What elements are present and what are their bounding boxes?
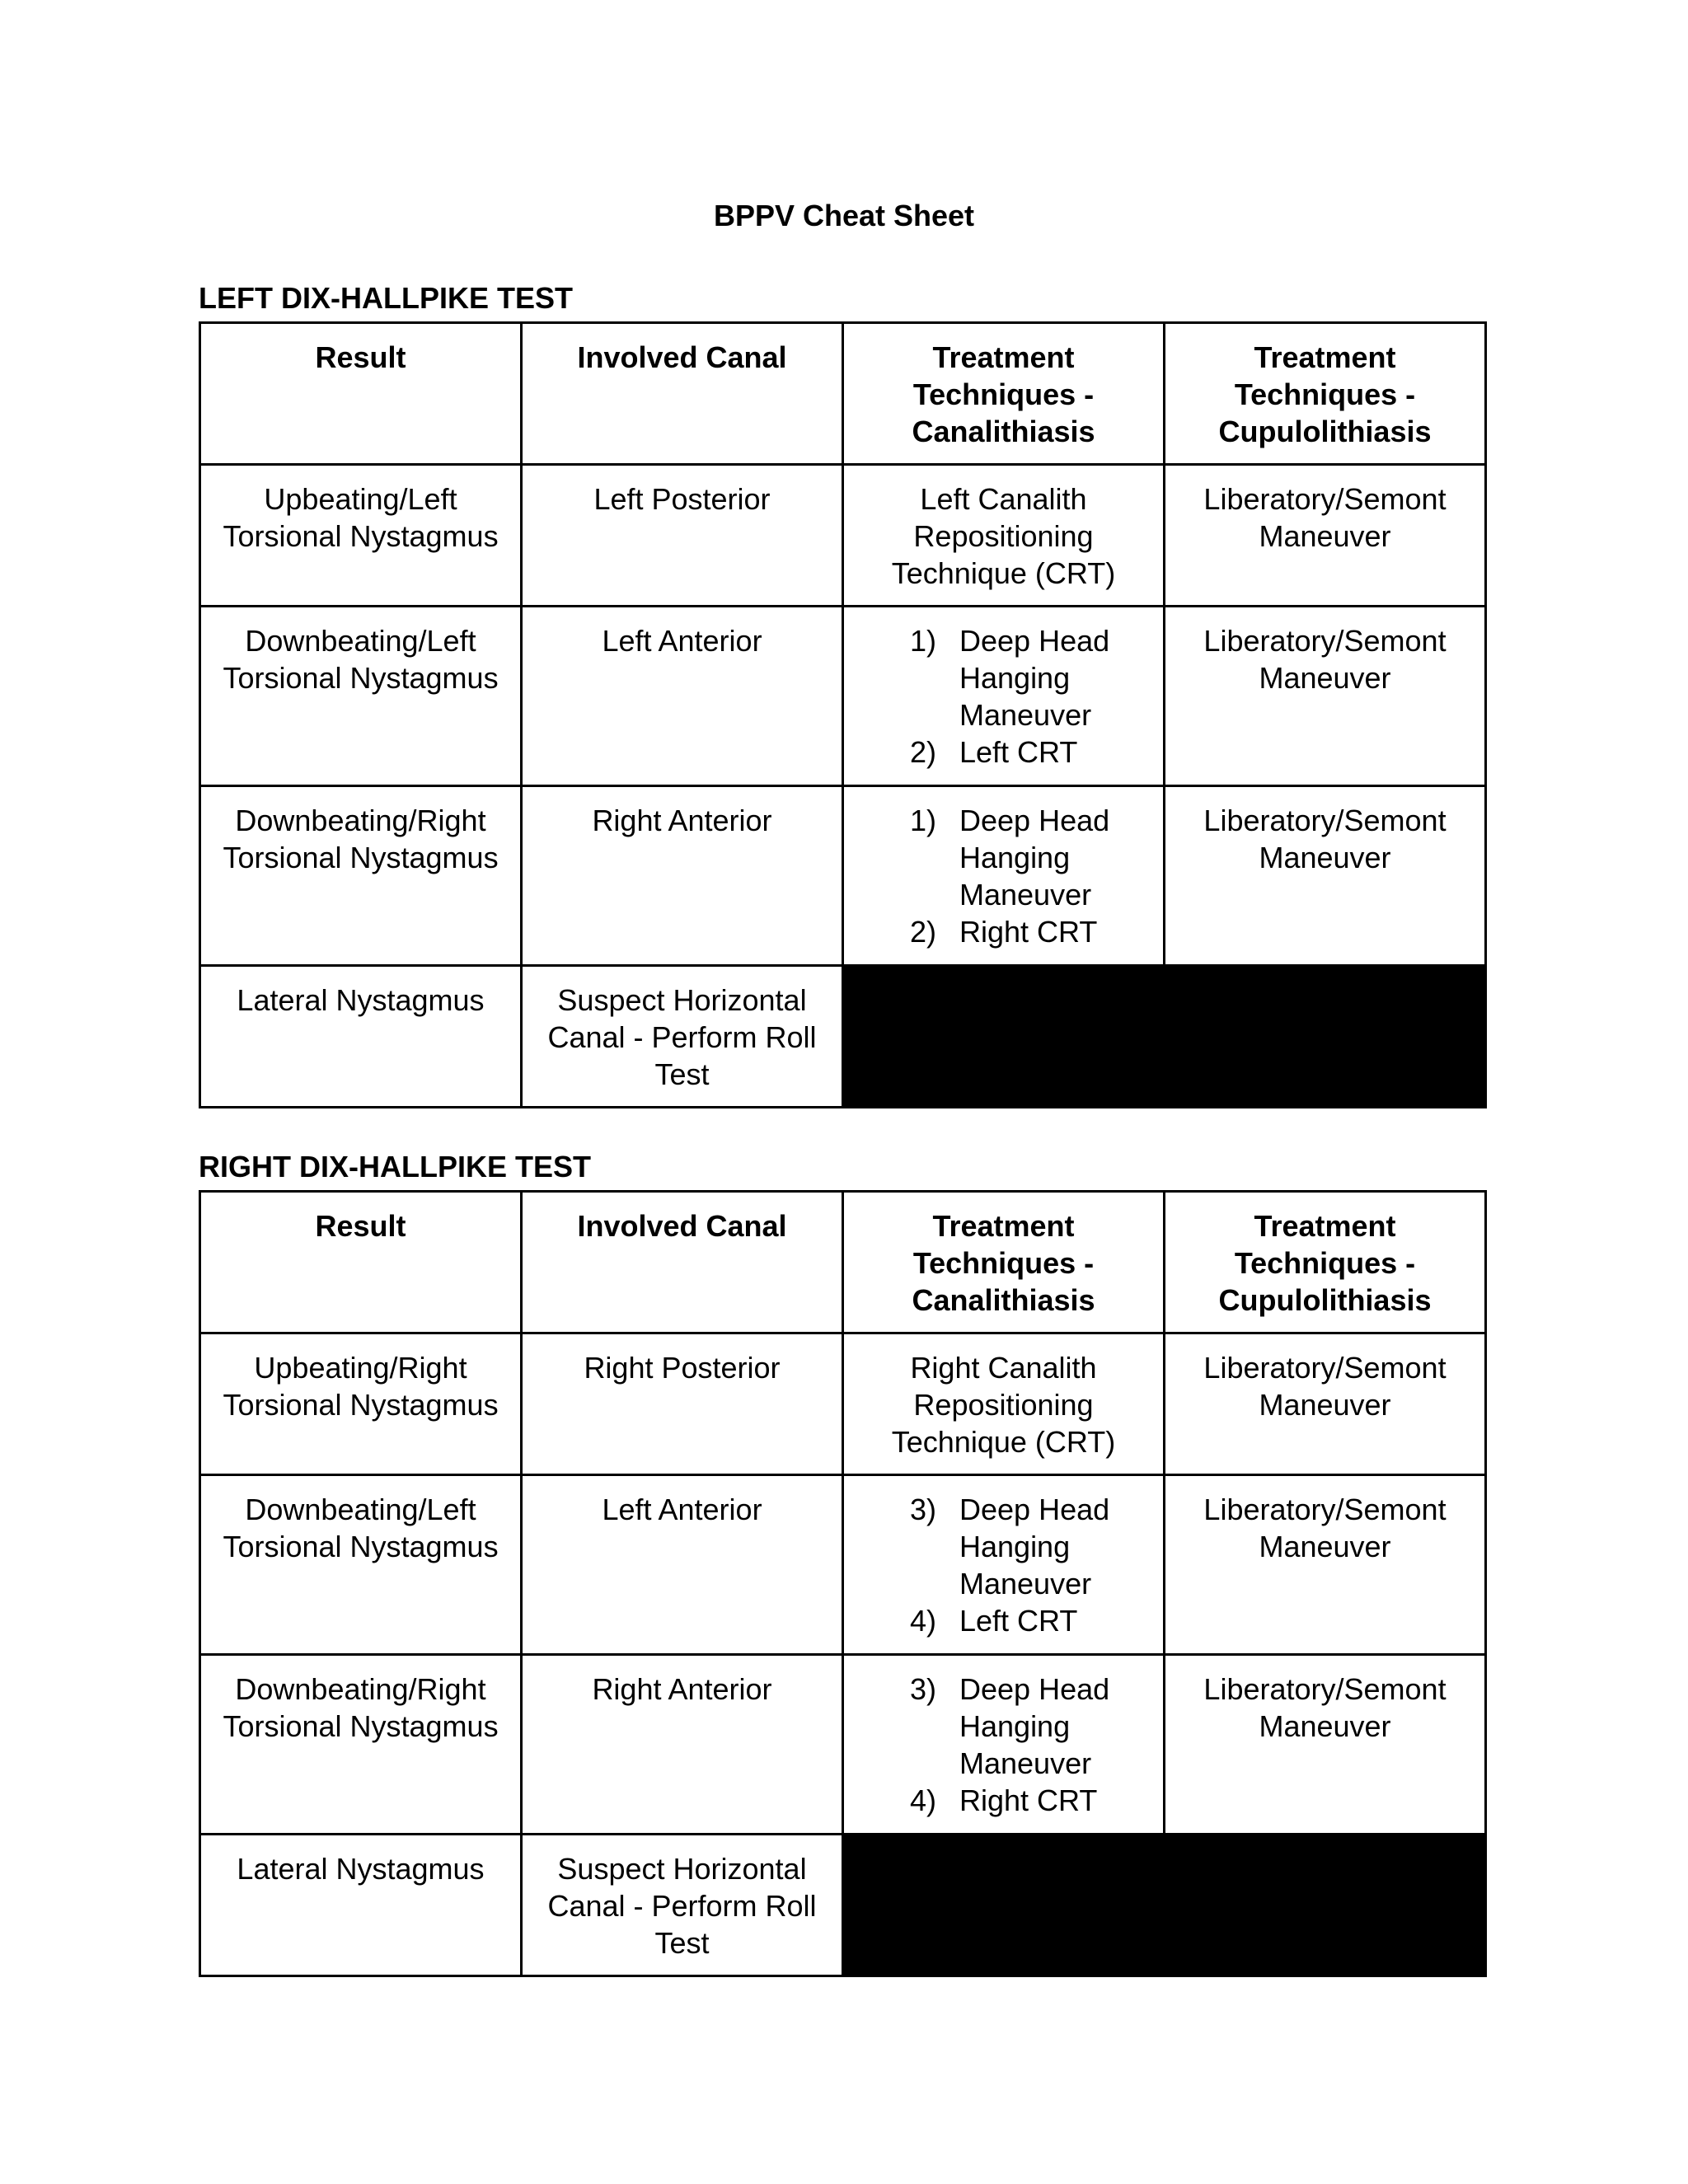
- canalithiasis-cell: [843, 786, 1165, 966]
- column-header-cupulolithiasis: Treatment Techniques - Cupulolithiasis: [1165, 323, 1486, 465]
- list-item: [857, 1671, 1150, 1782]
- canalithiasis-cell: Right Canalith Repositioning Technique (CRT): [843, 1333, 1165, 1475]
- step-number: 4): [910, 1783, 937, 1817]
- right-test-heading: RIGHT DIX-HALLPIKE TEST: [199, 1150, 591, 1183]
- right-test-table: [199, 1190, 1487, 1977]
- step-text: Right CRT: [959, 915, 1098, 949]
- canal-cell: Left Posterior: [522, 465, 843, 607]
- step-text: Deep Head Hanging Maneuver: [959, 624, 1110, 732]
- canal-cell: Suspect Horizontal Canal - Perform Roll Test: [522, 1835, 843, 1976]
- step-text: Deep Head Hanging Maneuver: [959, 1493, 1110, 1601]
- list-item: [857, 913, 1150, 950]
- table-row: [200, 1835, 1486, 1976]
- result-cell: Upbeating/Left Torsional Nystagmus: [200, 465, 522, 607]
- step-number: 4): [910, 1604, 937, 1638]
- canal-cell: Left Anterior: [522, 607, 843, 786]
- table-row: [200, 465, 1486, 607]
- blacked-out-cell: [843, 1835, 1486, 1976]
- table-row: [200, 1655, 1486, 1835]
- result-cell: Downbeating/Right Torsional Nystagmus: [200, 1655, 522, 1835]
- cupulolithiasis-cell: Liberatory/Semont Maneuver: [1165, 1333, 1486, 1475]
- cupulolithiasis-cell: Liberatory/Semont Maneuver: [1165, 1655, 1486, 1835]
- table-row: [200, 607, 1486, 786]
- canal-cell: Right Anterior: [522, 786, 843, 966]
- left-test-table: [199, 321, 1487, 1108]
- result-cell: Downbeating/Left Torsional Nystagmus: [200, 607, 522, 786]
- treatment-steps-list: [857, 622, 1150, 771]
- table-row: [200, 786, 1486, 966]
- result-cell: Lateral Nystagmus: [200, 966, 522, 1108]
- step-text: Deep Head Hanging Maneuver: [959, 804, 1110, 912]
- canalithiasis-cell: [843, 1655, 1165, 1835]
- cupulolithiasis-cell: Liberatory/Semont Maneuver: [1165, 1475, 1486, 1655]
- step-text: Left CRT: [959, 1604, 1078, 1638]
- step-number: 3): [910, 1493, 937, 1526]
- canalithiasis-cell: [843, 607, 1165, 786]
- step-text: Deep Head Hanging Maneuver: [959, 1672, 1110, 1780]
- result-cell: Lateral Nystagmus: [200, 1835, 522, 1976]
- cupulolithiasis-cell: Liberatory/Semont Maneuver: [1165, 786, 1486, 966]
- cupulolithiasis-cell: Liberatory/Semont Maneuver: [1165, 465, 1486, 607]
- step-number: 1): [910, 624, 937, 658]
- step-number: 1): [910, 804, 937, 837]
- table-header-row: [200, 323, 1486, 465]
- step-text: Left CRT: [959, 735, 1078, 769]
- treatment-steps-list: [857, 802, 1150, 950]
- column-header-involved-canal: Involved Canal: [522, 1192, 843, 1333]
- step-number: 2): [910, 915, 937, 949]
- list-item: [857, 1782, 1150, 1819]
- list-item: [857, 622, 1150, 733]
- step-number: 2): [910, 735, 937, 769]
- blacked-out-cell: [843, 966, 1486, 1108]
- column-header-canalithiasis: Treatment Techniques - Canalithiasis: [843, 1192, 1165, 1333]
- column-header-involved-canal: Involved Canal: [522, 323, 843, 465]
- column-header-canalithiasis: Treatment Techniques - Canalithiasis: [843, 323, 1165, 465]
- list-item: [857, 1491, 1150, 1602]
- treatment-steps-list: [857, 1491, 1150, 1639]
- treatment-steps-list: [857, 1671, 1150, 1819]
- column-header-cupulolithiasis: Treatment Techniques - Cupulolithiasis: [1165, 1192, 1486, 1333]
- result-cell: Downbeating/Right Torsional Nystagmus: [200, 786, 522, 966]
- list-item: [857, 802, 1150, 913]
- column-header-result: Result: [200, 1192, 522, 1333]
- left-test-heading: LEFT DIX-HALLPIKE TEST: [199, 281, 573, 315]
- column-header-result: Result: [200, 323, 522, 465]
- canalithiasis-cell: Left Canalith Repositioning Technique (CRT): [843, 465, 1165, 607]
- canal-cell: Suspect Horizontal Canal - Perform Roll Test: [522, 966, 843, 1108]
- step-number: 3): [910, 1672, 937, 1706]
- canal-cell: Left Anterior: [522, 1475, 843, 1655]
- table-row: [200, 966, 1486, 1108]
- list-item: [857, 733, 1150, 771]
- result-cell: Downbeating/Left Torsional Nystagmus: [200, 1475, 522, 1655]
- result-cell: Upbeating/Right Torsional Nystagmus: [200, 1333, 522, 1475]
- table-header-row: [200, 1192, 1486, 1333]
- cupulolithiasis-cell: Liberatory/Semont Maneuver: [1165, 607, 1486, 786]
- step-text: Right CRT: [959, 1783, 1098, 1817]
- canal-cell: Right Anterior: [522, 1655, 843, 1835]
- canal-cell: Right Posterior: [522, 1333, 843, 1475]
- list-item: [857, 1602, 1150, 1639]
- page-title: BPPV Cheat Sheet: [713, 199, 975, 232]
- table-row: [200, 1475, 1486, 1655]
- table-row: [200, 1333, 1486, 1475]
- canalithiasis-cell: [843, 1475, 1165, 1655]
